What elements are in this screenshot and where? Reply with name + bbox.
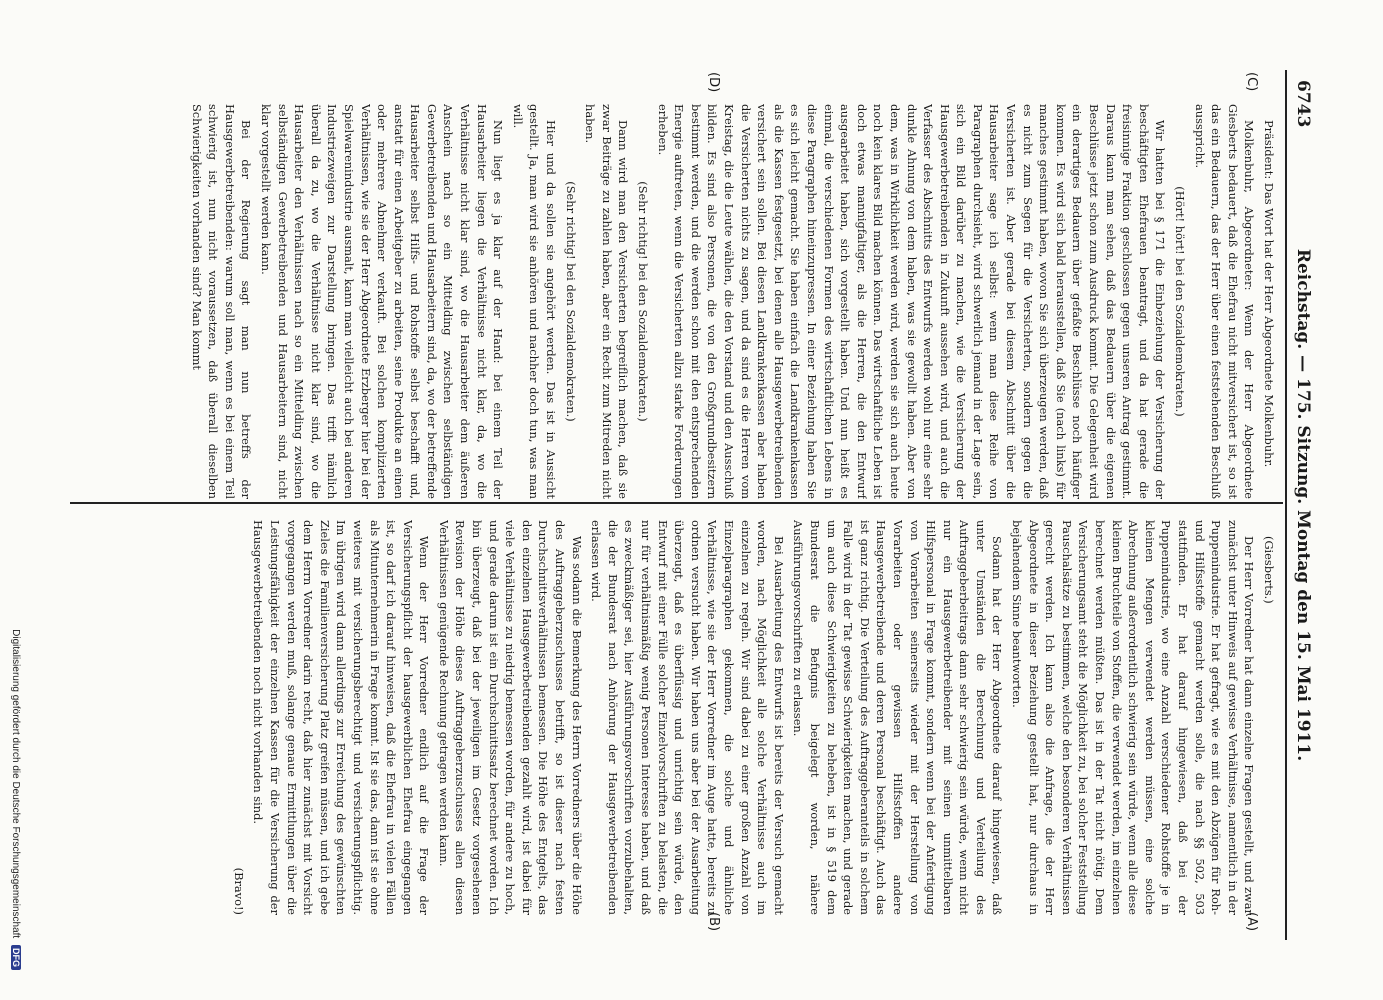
- right-text-column: [97, 520, 1277, 915]
- margin-letter-b: (B): [706, 912, 721, 932]
- paragraph: (Sehr richtig! bei den Sozialdemokraten.): [636, 181, 651, 422]
- margin-letter-d: (D): [706, 72, 721, 93]
- page-header: [1291, 80, 1313, 930]
- paragraph: Was sodann die Bemerkung des Herrn Vorredners über die Höhe des Auftraggeberzuschusses betrifft, so ist dieser nach festen Durchschnittsverhältnissen bemessen. Die Höhe des Entgelts, das den einzelnen Hausgewerbetreibenden gezahlt wird, ist dabei für viele Verhältnisse zu niedrig bemessen worden, für andere zu hoch, und gerade darum ist ein Durchschnittssatz berechnet worden. Ich bin überzeugt, daß bei der jeweiligen im Gesetz vorgesehenen Revision der Höhe dieses Auftraggeberzuschusses allen diesen Verhältnissen genügende Rechnung getragen werden kann.: [436, 520, 584, 915]
- left-text-column: [97, 104, 1277, 499]
- paragraph: Wenn der Herr Vorredner endlich auf die Frage der Versicherungspflicht der hausgewerblichen Ehefrau eingegangen ist, so darf ich darauf hinweisen, daß die Ehefrau in vielen Fällen als Mitunternehmerin in Frage kommt. Ist sie das, dann ist sie ohne weiteres mit versicherungsberechtigt und versicherungspflichtig. Im übrigen wird dann allerdings zur Erreichung des gewünschten Zieles die Familienversicherung Platz greifen müssen, und ich gebe dem Herrn Vorredner darin recht, daß hier zunächst mit Vorsicht vorgegangen werden muß, solange genaue Ermittlungen über die Leistungsfähigkeit der einzelnen Kassen für die Versicherung der Hausgewerbetreibenden noch nicht vorhanden sind.: [251, 520, 432, 915]
- column-divider: [70, 502, 1283, 504]
- margin-letter-c: (C): [1244, 72, 1259, 92]
- paragraph: Wir hatten bei § 171 die Einbeziehung der Versicherung der beschäftigten Ehefrauen beantragt, und da hat gerade die freisinnige Fraktion geschlossen gegen unseren Antrag gestimmt. Daraus kann man sehen, daß das Bedauern über die eigenen Beschlüsse jetzt schon zum Ausdruck kommt. Die Gelegenheit wird ein derartiges Bedauern über gefaßte Beschlüsse noch häufiger kommen. Es wird sich bald herausstellen, daß Sie (nach links) für manches gestimmt haben, wovon Sie sich überzeugen werden, daß es nicht zum Segen für die Versicherten, sondern gegen die Versicherten ist. Aber gerade bei diesem Abschnitt über die Hausarbeiter sage ich selbst: wenn man diese Reihe von Paragraphen durchsieht, wird schwerlich jemand in der Lage sein, sich ein Bild darüber zu machen, wie die Versicherung der Hausgewerbetreibenden in Zukunft aussehen wird, und auch die Verfasser des Abschnitts des Entwurfs werden wohl nur eine sehr dunkle Ahnung von dem haben, was sie gewollt haben. Aber von dem, was in Wirklichkeit werden wird, werden sie sich auch heute noch kein klares Bild machen können. Das wirtschaftliche Leben ist doch etwas mannigfaltiger, als die Herren, die den Entwurf ausgearbeitet haben, sich vorgestellt haben. Und nun heißt es einmal, die verschiedenen Formen des wirtschaftlichen Lebens in diese Paragraphen hineinzupressen. In einer Beziehung haben Sie es sich leicht gemacht. Sie haben einfach die Landkrankenkassen als die Kassen festgesetzt, bei denen alle Hausgewerbetreibenden versichert sein sollen. Bei diesen Landkrankenkassen aber haben die Versicherten nichts zu sagen, und da sind es die Herren vom Kreistag, die die Leute wählen, die den Vorstand und den Ausschuß bilden. Es sind also Personen, die von den Großgrundbesitzern bestimmt werden, und die werden schon mit den entsprechenden Energie auftreten, wenn die Versicherten allzu starke Forderungen erheben.: [655, 104, 1168, 499]
- paragraph: (Hört! hört! bei den Sozialdemokraten.): [1173, 186, 1188, 417]
- dfg-logo: DFG: [11, 945, 21, 970]
- paragraph: Molkenbuhr, Abgeordneter: Wenn der Herr Abgeordnete Giesberts bedauert, daß die Ehefrau nicht mitversichert ist, so ist das ein Bedauern, das der Herr über einen feststehenden Beschluß ausspricht.: [1192, 104, 1257, 499]
- paragraph: (Bravo!): [231, 867, 246, 915]
- paragraph: Bei der Regierung sagt man nun betreffs der Hausgewerbetreibenden: warum soll man, wenn es bei einem Teil schwierig ist, nun nicht voraussetzen, daß überall dieselben Schwierigkeiten vorhanden sind? Man kommt: [189, 104, 254, 499]
- paragraph: Bei Ausarbeitung des Entwurfs ist bereits der Versuch gemacht worden, nach Möglichkeit alle solche Verhältnisse auch im einzelnen zu regeln. Wir sind dabei zu einer großen Anzahl von Einzelparagraphen gekommen, die solche und ähnliche Verhältnisse, wie sie der Herr Vorredner im Auge hatte, bereits zu ordnen versucht haben. Wir haben uns aber bei der Ausarbeitung überzeugt, daß es überflüssig und unrichtig sein würde, den Entwurf mit einer Fülle solcher Einzelvorschriften zu belasten, die nur für verhältnismäßig wenig Personen Interesse haben, und daß es zweckmäßiger sei, hier Ausführungsvorschriften vorzubehalten, die der Bundesrat nach Anhörung der Hausgewerbetreibenden erlassen wird.: [589, 520, 786, 915]
- paragraph: (Sehr richtig! bei den Sozialdemokraten.): [563, 181, 578, 422]
- running-title: Reichstag. — 175. Sitzung. Montag den 15. Mai 1911.: [1293, 248, 1313, 762]
- paragraph: Der Herr Vorredner hat dann einzelne Fragen gestellt, und zwar zunächst unter Hinweis auf gewisse Verhältnisse, namentlich in der Puppenindustrie. Er hat gefragt, wie es mit den Abzügen für Roh- und Hilfsstoffe gemacht werden solle, die nach §§ 502, 503 stattfinden. Er hat darauf hingewiesen, daß bei der Puppenindustrie, wo eine Anzahl verschiedener Rohstoffe je in kleinen Mengen verwendet werden müssen, eine solche Abrechnung außerordentlich schwierig sein würde, wenn alle diese kleinen Bruchteile von Stoffen, die verwendet werden, im einzelnen berechnet werden müßten. Das ist in der Tat nicht nötig. Dem Versicherungsamt steht die Möglichkeit zu, bei solcher Feststellung Pauschalsätze zu bestimmen, welche den besonderen Verhältnissen gerecht werden. Ich kann also die Anfrage, die der Herr Abgeordnete in dieser Beziehung gestellt hat, nur durchaus in bejahendem Sinne beantworten.: [1010, 520, 1257, 915]
- paragraph: Präsident: Das Wort hat der Herr Abgeordnete Molkenbuhr.: [1262, 120, 1276, 468]
- digitization-credit: [10, 0, 21, 970]
- paragraph: Nun liegt es ja klar auf der Hand: bei einem Teil der Hausarbeiter liegen die Verhältnisse nicht klar, da, wo die Verhältnisse nicht klar sind, wo die Hausarbeiter dem äußeren Anschein nach so ein Mittelding zwischen selbständigen Gewerbetreibenden und Hausarbeitern sind, da, wo der betreffende Hausarbeiter selbst Hilfs- und Rohstoffe selbst beschafft und, anstatt für einen Arbeitgeber zu arbeiten, seine Produkte an einen oder mehrere Abnehmer verkauft. Bei solchen komplizierten Verhältnissen, wie sie der Herr Abgeordnete Erzberger hier bei der Spielwarenindustrie ausmalt, kann man vielleicht auch bei anderen Industriezweigen zur Darstellung bringen. Das trifft nämlich überall da zu, wo die Verhältnisse nicht klar sind, wo die Hausarbeiter den Verhältnissen nach so ein Mittelding zwischen selbständigen Gewerbetreibenden und Hausarbeitern sind, nicht klar vorgestellt werden kann.: [258, 104, 506, 499]
- paragraph: Sodann hat der Herr Abgeordnete darauf hingewiesen, daß unter Umständen die Berechnung und Verteilung des Auftraggeberbeitrags dann sehr schwierig sein würde, wenn nicht nur ein Hausgewerbetreibender mit seinen unmittelbaren Hilfspersonal in Frage kommt, sondern wenn bei der Anfertigung von Vorarbeiten seinerseits wieder mit der Herstellung von Vorarbeiten oder gewissen Hilfsstoffen andere Hausgewerbetreibende und deren Personal beschäftigt. Auch das ist ganz richtig. Die Verteilung des Auftraggeberanteils in solchem Falle wird in der Tat gewisse Schwierigkeiten machen, und gerade um auch diese Schwierigkeiten zu beheben, ist in § 519 dem Bundesrat die Befugnis beigelegt worden, nähere Ausführungsvorschriften zu erlassen.: [791, 520, 1005, 915]
- paragraph: (Giesberts.): [1262, 536, 1276, 604]
- page-number: 6743: [1293, 80, 1313, 128]
- header-rule: [1285, 70, 1287, 940]
- credit-text: Digitalisierung gefördert durch die Deutsche Forschungsgemeinschaft: [10, 629, 21, 939]
- margin-letter-a: (A): [1244, 912, 1259, 932]
- paragraph: Hier und da sollen sie angehört werden. Das ist in Aussicht gestellt. Ja, man wird sie anhören und nachher doch tun, was man will.: [510, 104, 559, 499]
- paragraph: Dann wird man den Versicherten begreiflich machen, daß sie zwar Beiträge zu zahlen haben, aber ein Recht zum Mitreden nicht haben.: [583, 104, 631, 499]
